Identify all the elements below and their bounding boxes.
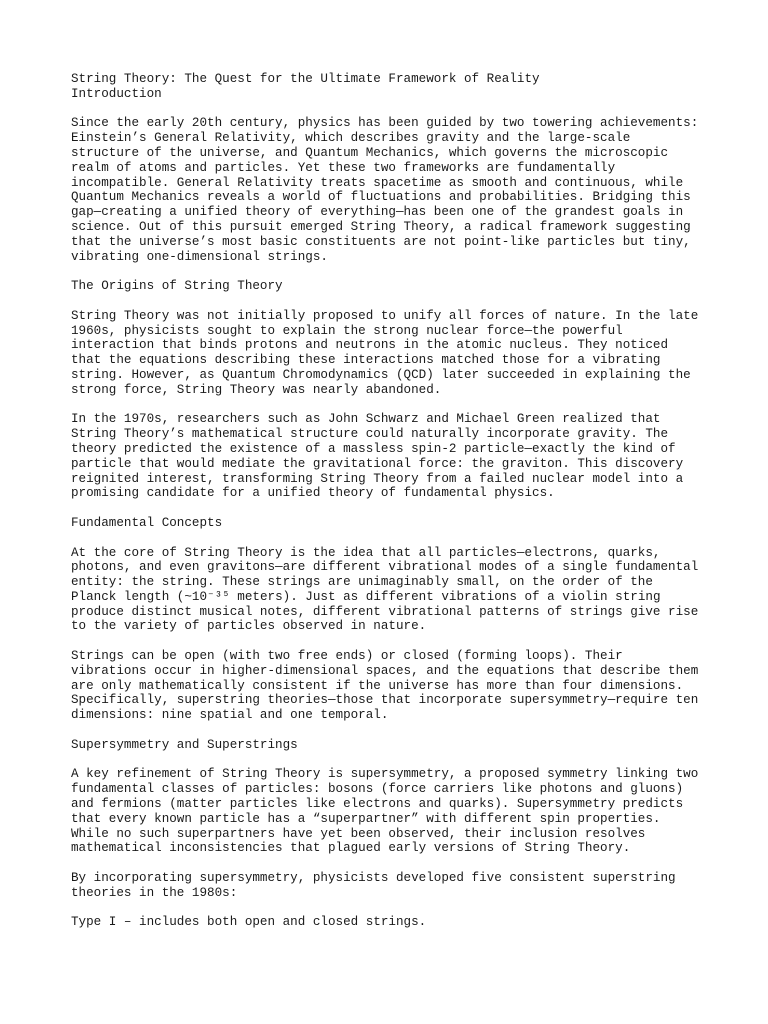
paragraph-line: reignited interest, transforming String Theory from a failed nuclear model into a xyxy=(71,471,684,486)
document-title: String Theory: The Quest for the Ultimate Framework of Reality xyxy=(71,72,540,86)
paragraph xyxy=(71,915,711,930)
paragraph-line: Since the early 20th century, physics has been guided by two towering achievements: xyxy=(71,116,699,131)
paragraph-line: strong force, String Theory was nearly abandoned. xyxy=(71,382,442,397)
paragraph-line: theories in the 1980s: xyxy=(71,885,238,900)
paragraph-line: photons, and even gravitons—are different vibrational modes of a single fundamental xyxy=(71,560,699,575)
paragraph-line: While no such superpartners have yet been observed, their inclusion resolves xyxy=(71,826,646,841)
paragraph-spacer xyxy=(71,102,711,117)
paragraph-line: realm of atoms and particles. Yet these two frameworks are fundamentally xyxy=(71,160,616,175)
paragraph xyxy=(71,546,711,635)
paragraph-line: dimensions: nine spatial and one temporal. xyxy=(71,708,389,723)
heading-text: Fundamental Concepts xyxy=(71,515,223,530)
paragraph-line: that the universe’s most basic constituents are not point-like particles but tiny, xyxy=(71,234,691,249)
paragraph-line: vibrating one-dimensional strings. xyxy=(71,249,328,264)
paragraph-line: particle that would mediate the gravitational force: the graviton. This discovery xyxy=(71,456,684,471)
paragraph-line: that the equations describing these interactions matched those for a vibrating xyxy=(71,353,661,368)
document-page xyxy=(71,72,711,930)
paragraph-line: string. However, as Quantum Chromodynamics (QCD) later succeeded in explaining the xyxy=(71,367,691,382)
paragraph xyxy=(71,309,711,398)
paragraph-line: gap—creating a unified theory of everything—has been one of the grandest goals in xyxy=(71,205,684,220)
paragraph-line: fundamental classes of particles: bosons (force carriers like photons and gluons) xyxy=(71,782,684,797)
heading-text: Supersymmetry and Superstrings xyxy=(71,737,298,752)
paragraph-line: A key refinement of String Theory is supersymmetry, a proposed symmetry linking two xyxy=(71,767,699,782)
paragraph-line: mathematical inconsistencies that plagued early versions of String Theory. xyxy=(71,841,631,856)
paragraph-line: In the 1970s, researchers such as John Schwarz and Michael Green realized that xyxy=(71,412,661,427)
section-heading xyxy=(71,87,711,102)
heading-text: The Origins of String Theory xyxy=(71,279,283,294)
paragraph-line: Einstein’s General Relativity, which describes gravity and the large-scale xyxy=(71,131,631,146)
paragraph-spacer xyxy=(71,264,711,279)
paragraph-line: At the core of String Theory is the idea that all particles—electrons, quarks, xyxy=(71,545,661,560)
paragraph-spacer xyxy=(71,501,711,516)
paragraph-line: to the variety of particles observed in nature. xyxy=(71,619,427,634)
paragraph-line: vibrations occur in higher-dimensional spaces, and the equations that describe them xyxy=(71,663,699,678)
paragraph-line: Planck length (~10⁻³⁵ meters). Just as different vibrations of a violin string xyxy=(71,589,661,604)
paragraph xyxy=(71,649,711,723)
paragraph-line: produce distinct musical notes, different vibrational patterns of strings give rise xyxy=(71,604,699,619)
section-heading xyxy=(71,516,711,531)
paragraph-spacer xyxy=(71,531,711,546)
paragraph-line: Type I – includes both open and closed strings. xyxy=(71,915,427,930)
paragraph-line: structure of the universe, and Quantum Mechanics, which governs the microscopic xyxy=(71,145,669,160)
paragraph-line: String Theory was not initially proposed to unify all forces of nature. In the late xyxy=(71,308,699,323)
paragraph-line: Specifically, superstring theories—those that incorporate supersymmetry—require ten xyxy=(71,693,699,708)
paragraph-spacer xyxy=(71,294,711,309)
paragraph-line: By incorporating supersymmetry, physicists developed five consistent superstring xyxy=(71,871,676,886)
paragraph-line: interaction that binds protons and neutrons in the atomic nucleus. They noticed xyxy=(71,338,669,353)
section-heading xyxy=(71,738,711,753)
paragraph-line: 1960s, physicists sought to explain the strong nuclear force—the powerful xyxy=(71,323,623,338)
section-heading xyxy=(71,279,711,294)
heading-text: Introduction xyxy=(71,86,162,101)
paragraph-line: String Theory’s mathematical structure could naturally incorporate gravity. The xyxy=(71,427,669,442)
paragraph-line: that every known particle has a “superpartner” with different spin properties. xyxy=(71,811,661,826)
paragraph-line: Quantum Mechanics reveals a world of fluctuations and probabilities. Bridging this xyxy=(71,190,691,205)
paragraph xyxy=(71,116,711,264)
paragraph-spacer xyxy=(71,856,711,871)
paragraph-line: theory predicted the existence of a massless spin-2 particle—exactly the kind of xyxy=(71,441,676,456)
paragraph-line: promising candidate for a unified theory of fundamental physics. xyxy=(71,486,555,501)
paragraph-spacer xyxy=(71,634,711,649)
paragraph-line: incompatible. General Relativity treats spacetime as smooth and continuous, while xyxy=(71,175,684,190)
paragraph-line: entity: the string. These strings are unimaginably small, on the order of the xyxy=(71,575,653,590)
paragraph-spacer xyxy=(71,901,711,916)
paragraph-line: science. Out of this pursuit emerged String Theory, a radical framework suggesting xyxy=(71,219,691,234)
paragraph-line: are only mathematically consistent if the universe has more than four dimensions. xyxy=(71,678,684,693)
document-body xyxy=(71,87,711,930)
paragraph xyxy=(71,871,711,901)
paragraph-spacer xyxy=(71,398,711,413)
paragraph-spacer xyxy=(71,723,711,738)
paragraph xyxy=(71,412,711,501)
paragraph xyxy=(71,767,711,856)
paragraph-line: and fermions (matter particles like electrons and quarks). Supersymmetry predicts xyxy=(71,797,684,812)
paragraph-line: Strings can be open (with two free ends) or closed (forming loops). Their xyxy=(71,649,623,664)
paragraph-spacer xyxy=(71,753,711,768)
